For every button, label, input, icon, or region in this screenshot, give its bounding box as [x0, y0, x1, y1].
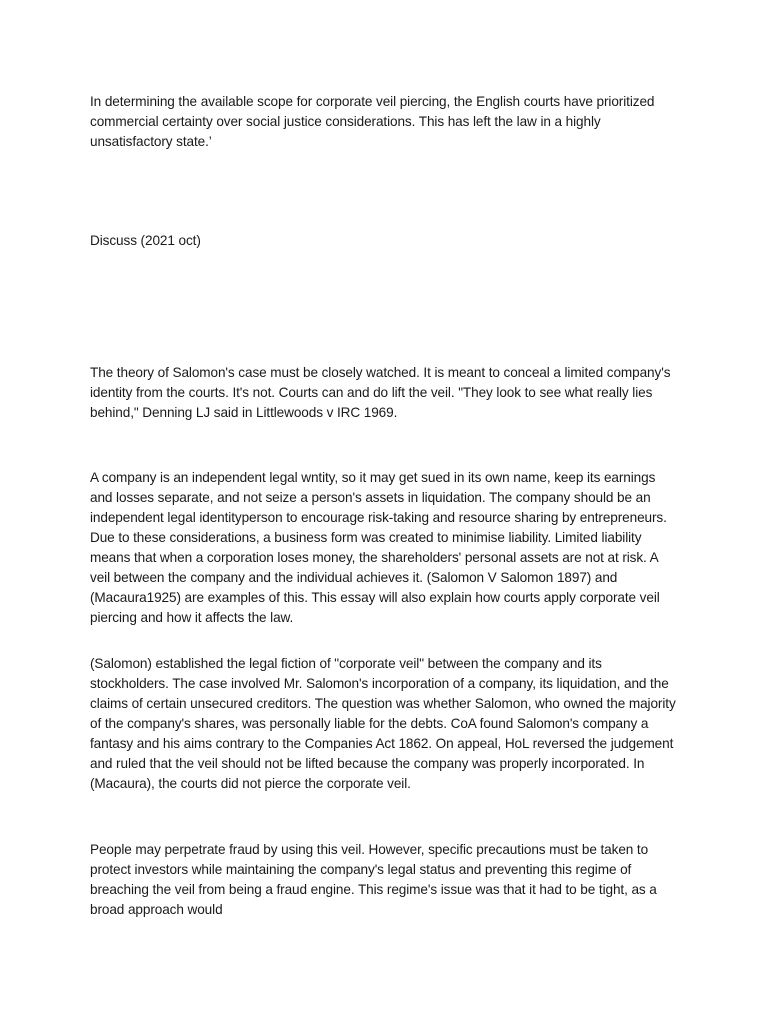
- essay-prompt: Discuss (2021 oct): [90, 233, 201, 248]
- body-paragraph-salomon: (Salomon) established the legal fiction of "corporate veil" between the company and its stockholders. The case involved Mr. Salomon's incorporation of a company, its liquidation, and the claims of certain unsecured creditors. The question was whether Salomon, who owned the majority of the company's shares, was personally liable for the debts. CoA found Salomon's company a fantasy and his aims contrary to the Companies Act 1862. On appeal, HoL reversed the judgement and ruled that the veil should not be lifted because the company was properly incorporated. In (Macaura), the courts did not pierce the corporate veil.: [90, 656, 676, 791]
- body-paragraph-intro: The theory of Salomon's case must be closely watched. It is meant to conceal a limited company's identity from the courts. It's not. Courts can and do lift the veil. "They look to see what really lies behind," Denning LJ said in Littlewoods v IRC 1969.: [90, 365, 671, 420]
- body-paragraph-fraud: People may perpetrate fraud by using this veil. However, specific precautions must be taken to protect investors while maintaining the company's legal status and preventing this regime of breaching the veil from being a fraud engine. This regime's issue was that it had to be tight, as a broad approach would: [90, 842, 657, 917]
- body-paragraph-legal-entity: A company is an independent legal wntity, so it may get sued in its own name, keep its earnings and losses separate, and not seize a person's assets in liquidation. The company should be an independent legal identityperson to encourage risk-taking and resource sharing by entrepreneurs. Due to these considerations, a business form was created to minimise liability. Limited liability means that when a corporation loses money, the shareholders' personal assets are not at risk. A veil between the company and the individual achieves it. (Salomon V Salomon 1897) and (Macaura1925) are examples of this. This essay will also explain how courts apply corporate veil piercing and how it affects the law.: [90, 470, 667, 625]
- essay-question-quote: In determining the available scope for corporate veil piercing, the English courts have prioritized commercial certainty over social justice considerations. This has left the law in a highly unsatisfactory state.’: [90, 94, 655, 149]
